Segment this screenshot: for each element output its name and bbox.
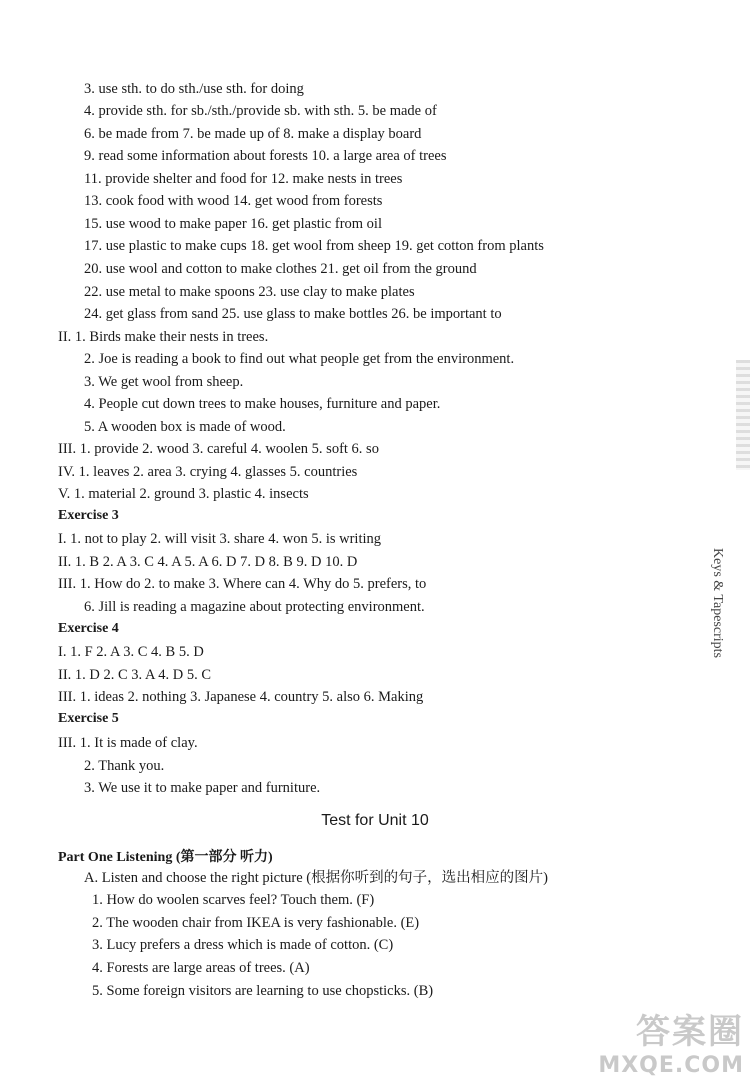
- answer-line: 6. Jill is reading a magazine about protecting environment.: [84, 599, 425, 615]
- part-heading: Part One Listening (第一部分 听力): [58, 850, 273, 865]
- answer-line: 13. cook food with wood 14. get wood from forests: [84, 193, 383, 209]
- listening-instruction: A. Listen and choose the right picture (根据你听到的句子，选出相应的图片): [84, 870, 548, 886]
- answer-line: II. 1. D 2. C 3. A 4. D 5. C: [58, 667, 212, 683]
- tapescript-line: 1. How do woolen scarves feel? Touch them. (F): [92, 892, 375, 908]
- answer-line: II. 1. B 2. A 3. C 4. A 5. A 6. D 7. D 8. B 9. D 10. D: [58, 554, 358, 570]
- side-tab-label: Keys & Tapescripts: [710, 548, 725, 658]
- answer-line: III. 1. ideas 2. nothing 3. Japanese 4. country 5. also 6. Making: [58, 689, 424, 705]
- answer-line: III. 1. It is made of clay.: [58, 735, 198, 751]
- answer-line: 20. use wool and cotton to make clothes 21. get oil from the ground: [84, 261, 477, 277]
- answer-line: 3. use sth. to do sth./use sth. for doing: [84, 81, 304, 97]
- answer-line: III. 1. provide 2. wood 3. careful 4. woolen 5. soft 6. so: [58, 441, 379, 457]
- answer-line: 4. provide sth. for sb./sth./provide sb. with sth. 5. be made of: [84, 103, 437, 119]
- tapescript-line: 5. Some foreign visitors are learning to use chopsticks. (B): [92, 983, 434, 999]
- answer-line: 2. Joe is reading a book to find out what people get from the environment.: [84, 351, 515, 367]
- answer-line: 6. be made from 7. be made up of 8. make a display board: [84, 126, 422, 142]
- section-heading: Exercise 3: [58, 508, 119, 523]
- answer-line: 4. People cut down trees to make houses, furniture and paper.: [84, 396, 441, 412]
- answer-line: 15. use wood to make paper 16. get plastic from oil: [84, 216, 382, 232]
- watermark-logo: [574, 1004, 744, 1084]
- tapescript-line: 4. Forests are large areas of trees. (A): [92, 960, 310, 976]
- answer-line: V. 1. material 2. ground 3. plastic 4. insects: [58, 486, 309, 502]
- answer-line: 24. get glass from sand 25. use glass to make bottles 26. be important to: [84, 306, 502, 322]
- tapescript-line: 3. Lucy prefers a dress which is made of cotton. (C): [92, 937, 394, 953]
- answer-line: III. 1. How do 2. to make 3. Where can 4. Why do 5. prefers, to: [58, 576, 427, 592]
- answer-line: 5. A wooden box is made of wood.: [84, 419, 286, 435]
- answer-line: 3. We use it to make paper and furniture.: [84, 780, 321, 796]
- answer-line: 22. use metal to make spoons 23. use clay to make plates: [84, 284, 415, 300]
- section-heading: Exercise 4: [58, 621, 119, 636]
- watermark-en: MXQE.COM: [598, 1053, 744, 1078]
- test-title: Test for Unit 10: [321, 812, 429, 829]
- page-edge-decoration: [736, 360, 750, 470]
- tapescript-line: 2. The wooden chair from IKEA is very fashionable. (E): [92, 915, 420, 931]
- answer-line: 17. use plastic to make cups 18. get wool from sheep 19. get cotton from plants: [84, 238, 544, 254]
- answer-line: 2. Thank you.: [84, 758, 165, 774]
- watermark-cn: 答案圈: [636, 1012, 744, 1052]
- answer-line: 9. read some information about forests 10. a large area of trees: [84, 148, 447, 164]
- section-heading: Exercise 5: [58, 711, 119, 726]
- answer-line: I. 1. not to play 2. will visit 3. share 4. won 5. is writing: [58, 531, 382, 547]
- answer-line: 11. provide shelter and food for 12. make nests in trees: [84, 171, 403, 187]
- answer-line: II. 1. Birds make their nests in trees.: [58, 329, 269, 345]
- answer-line: IV. 1. leaves 2. area 3. crying 4. glasses 5. countries: [58, 464, 358, 480]
- answer-line: 3. We get wool from sheep.: [84, 374, 244, 390]
- answer-line: I. 1. F 2. A 3. C 4. B 5. D: [58, 644, 204, 660]
- side-tab: [692, 528, 742, 678]
